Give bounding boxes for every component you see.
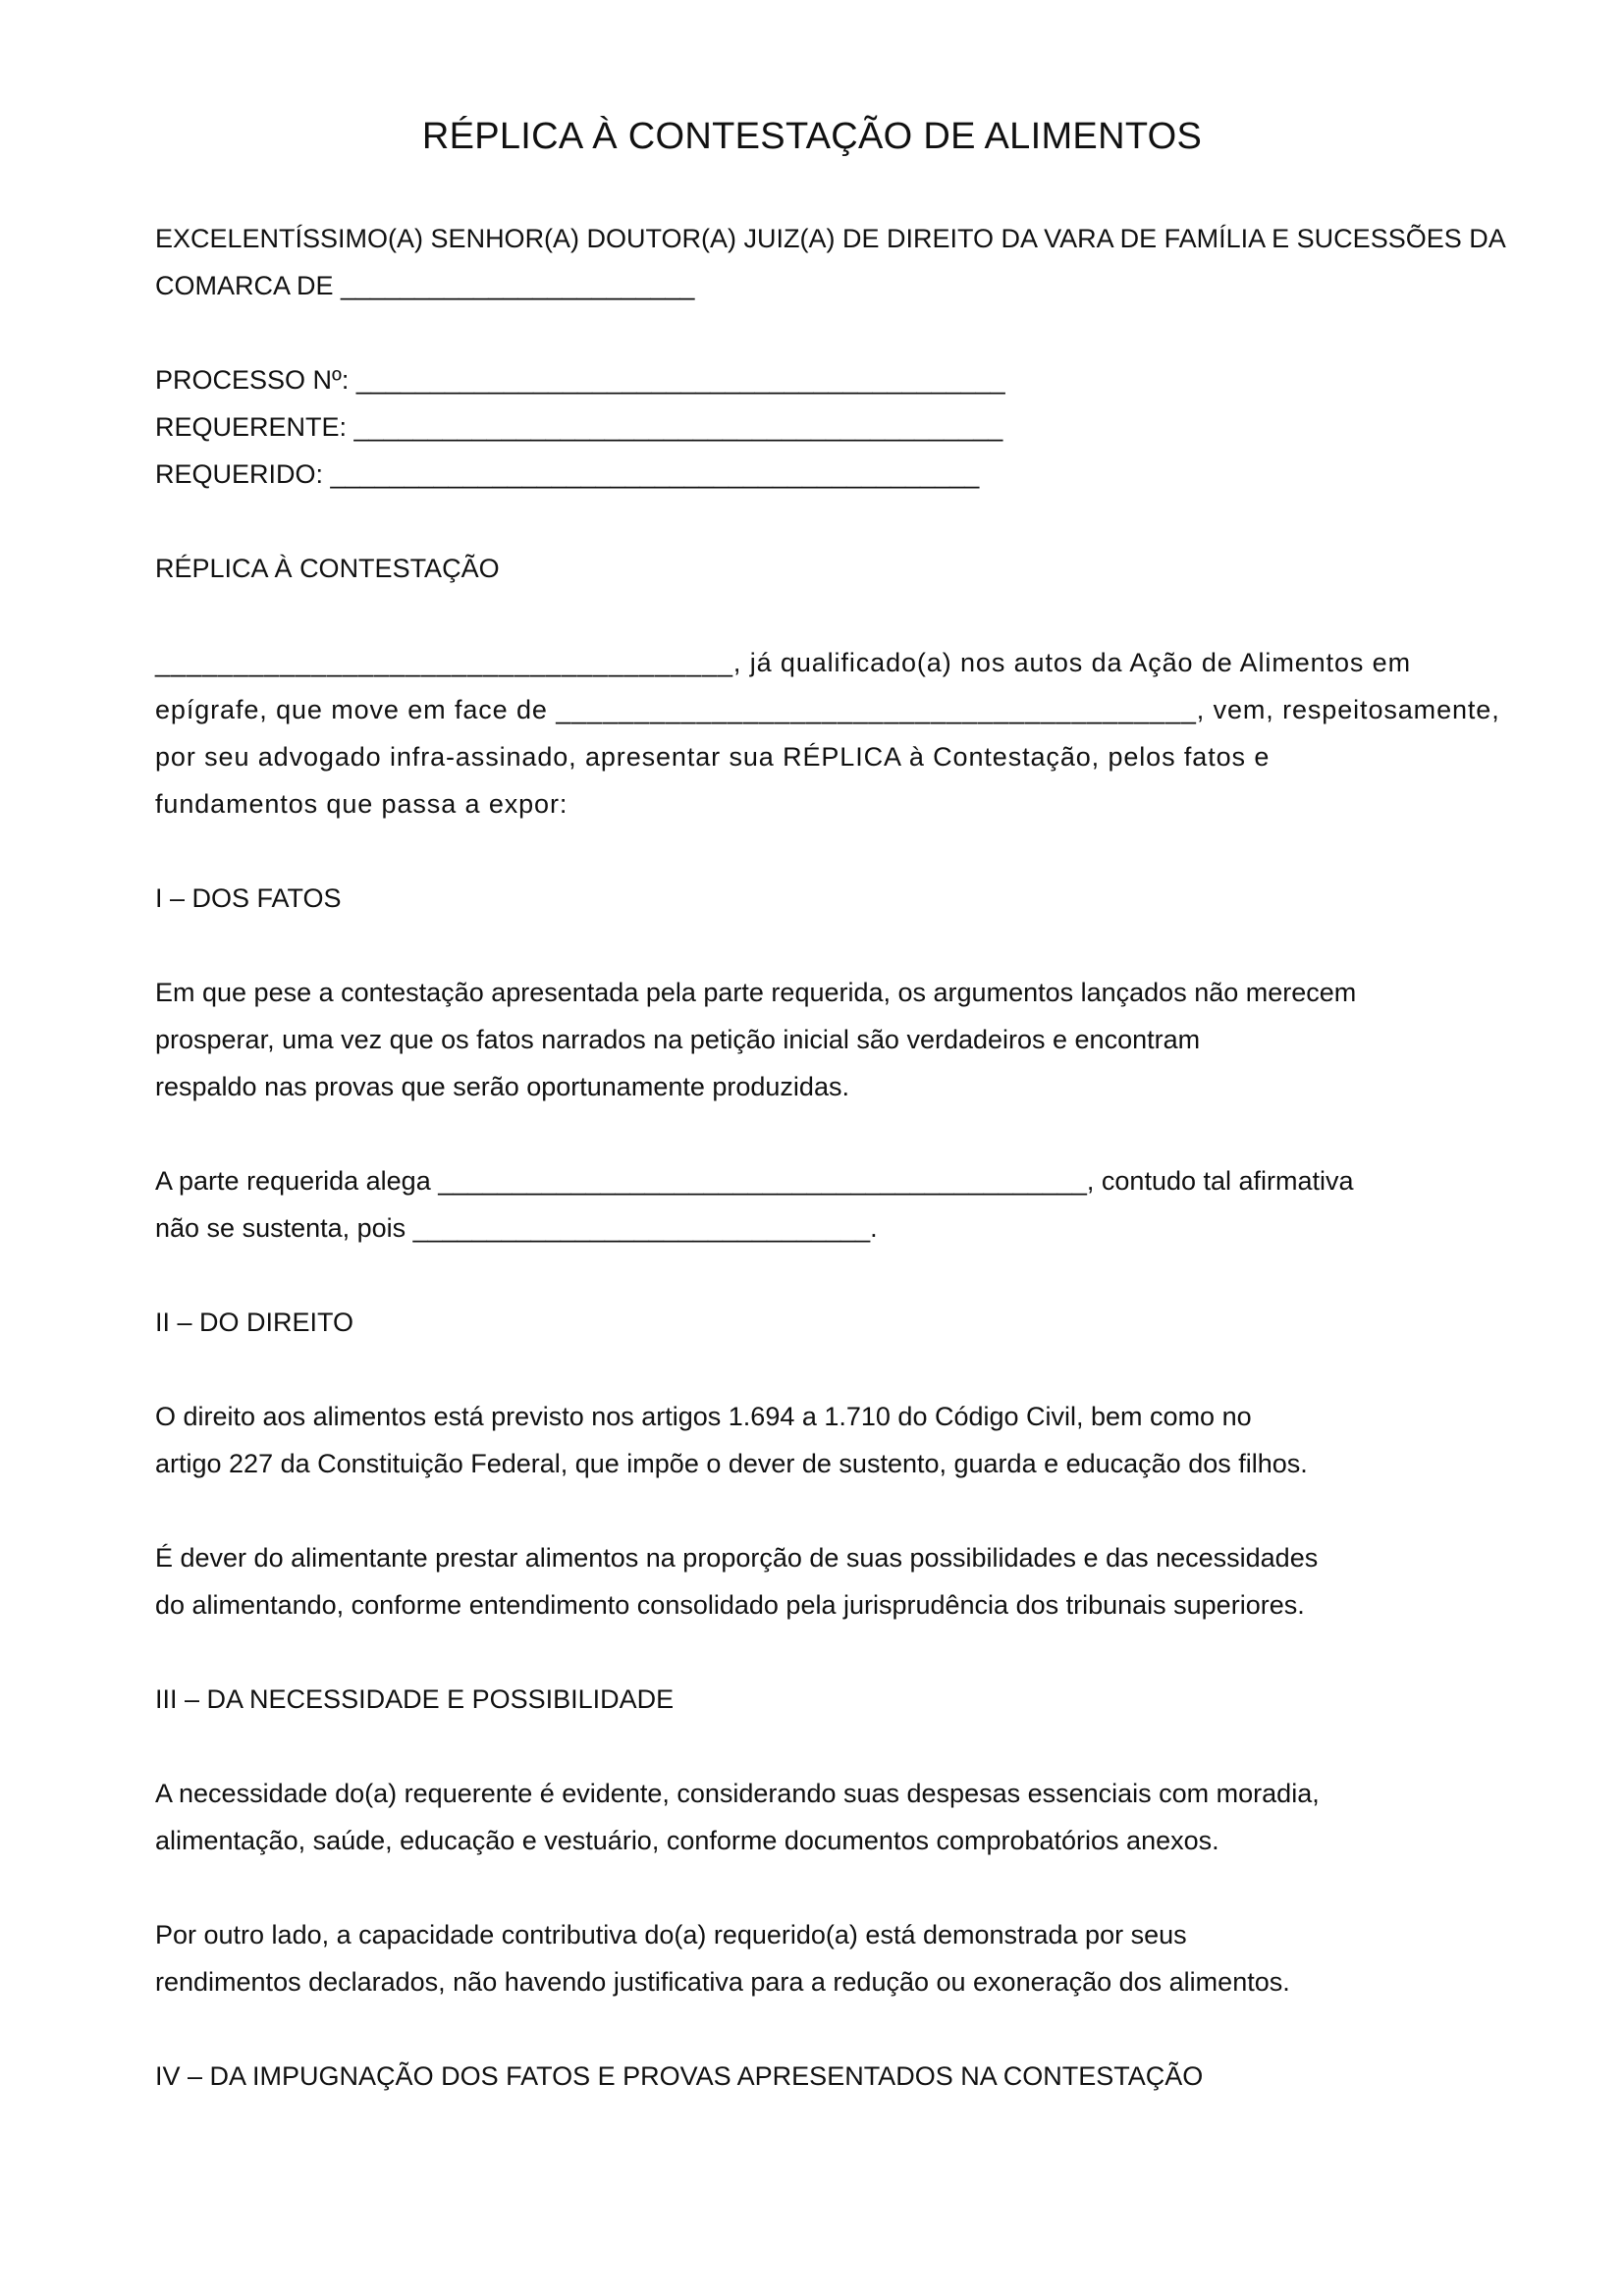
requerido-field: REQUERIDO: ____________________________________________ bbox=[155, 459, 980, 489]
paragraph-line: respaldo nas provas que serão oportunamente produzidas. bbox=[155, 1072, 849, 1101]
document-title: RÉPLICA À CONTESTAÇÃO DE ALIMENTOS bbox=[421, 116, 1203, 157]
paragraph-line: alimentação, saúde, educação e vestuário, conforme documentos comprobatórios anexos. bbox=[155, 1826, 1219, 1855]
paragraph-line: rendimentos declarados, não havendo justificativa para a redução ou exoneração dos alimentos. bbox=[155, 1967, 1290, 1997]
intro-line: _____________________________________, já qualificado(a) nos autos da Ação de Alimentos em bbox=[155, 648, 1411, 677]
section-heading-direito: II – DO DIREITO bbox=[155, 1308, 354, 1337]
section-heading-impugnacao: IV – DA IMPUGNAÇÃO DOS FATOS E PROVAS APRESENTADOS NA CONTESTAÇÃO bbox=[155, 2061, 1204, 2091]
subtitle: RÉPLICA À CONTESTAÇÃO bbox=[155, 554, 500, 583]
paragraph-line: A parte requerida alega ____________________________________________, contudo tal afirmativa bbox=[155, 1166, 1354, 1196]
addressee-line-2: COMARCA DE ________________________ bbox=[155, 271, 695, 300]
intro-line: fundamentos que passa a expor: bbox=[155, 789, 568, 819]
paragraph-line: prosperar, uma vez que os fatos narrados na petição inicial são verdadeiros e encontram bbox=[155, 1025, 1201, 1054]
paragraph-line: artigo 227 da Constituição Federal, que impõe o dever de sustento, guarda e educação dos filhos. bbox=[155, 1449, 1308, 1478]
section-heading-fatos: I – DOS FATOS bbox=[155, 883, 342, 913]
paragraph-line: O direito aos alimentos está previsto nos artigos 1.694 a 1.710 do Código Civil, bem como no bbox=[155, 1402, 1252, 1431]
paragraph-line: Por outro lado, a capacidade contributiva do(a) requerido(a) está demonstrada por seus bbox=[155, 1920, 1187, 1949]
paragraph-line: A necessidade do(a) requerente é evidente, considerando suas despesas essenciais com moradia, bbox=[155, 1779, 1320, 1808]
intro-line: por seu advogado infra-assinado, apresentar sua RÉPLICA à Contestação, pelos fatos e bbox=[155, 742, 1271, 772]
requerente-field: REQUERENTE: ____________________________________________ bbox=[155, 412, 1003, 442]
paragraph-line: não se sustenta, pois _______________________________. bbox=[155, 1213, 878, 1243]
paragraph-line: É dever do alimentante prestar alimentos na proporção de suas possibilidades e das necessidades bbox=[155, 1543, 1319, 1573]
intro-line: epígrafe, que move em face de _________________________________________, vem, respeitosamente, bbox=[155, 695, 1500, 724]
section-heading-necessidade: III – DA NECESSIDADE E POSSIBILIDADE bbox=[155, 1684, 675, 1714]
addressee-line-1: EXCELENTÍSSIMO(A) SENHOR(A) DOUTOR(A) JUIZ(A) DE DIREITO DA VARA DE FAMÍLIA E SUCESSÕES DA bbox=[155, 224, 1506, 253]
paragraph-line: Em que pese a contestação apresentada pela parte requerida, os argumentos lançados não merecem bbox=[155, 978, 1357, 1007]
processo-field: PROCESSO Nº: ____________________________________________ bbox=[155, 365, 1005, 395]
paragraph-line: do alimentando, conforme entendimento consolidado pela jurisprudência dos tribunais superiores. bbox=[155, 1590, 1305, 1620]
